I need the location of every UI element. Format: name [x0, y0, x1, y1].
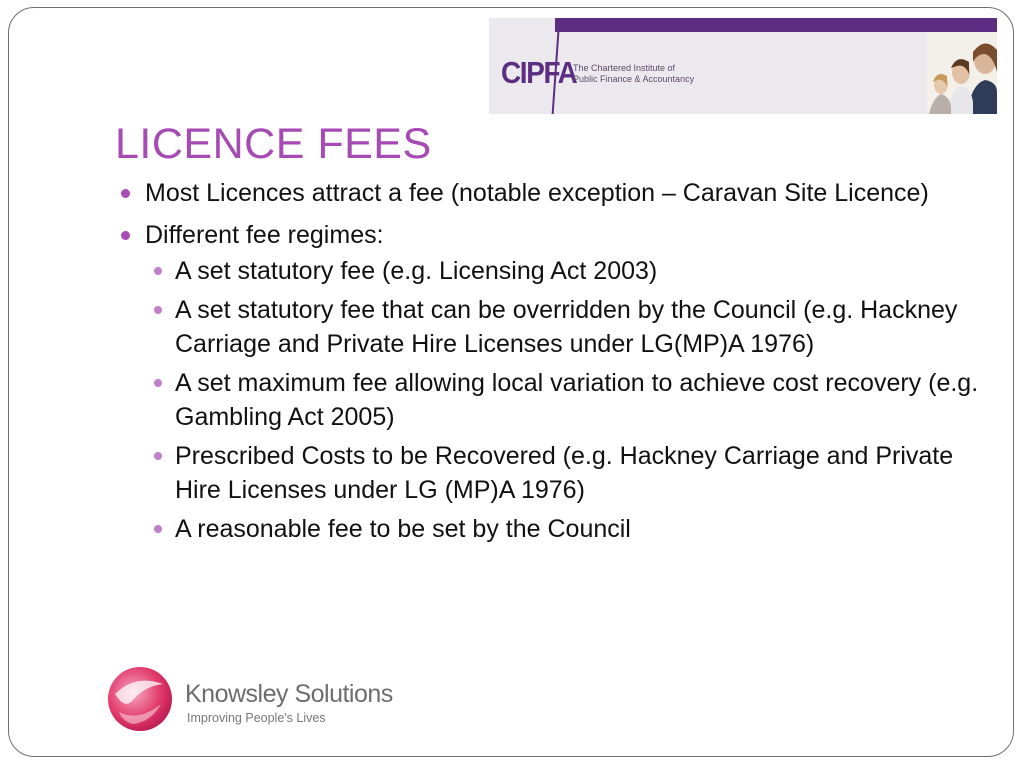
knowsley-logo [105, 660, 425, 746]
bullet-list [109, 176, 979, 554]
bullet-dot-icon [121, 189, 130, 198]
sub-bullet-dot-icon [154, 452, 162, 460]
sub-bullet-list [145, 254, 979, 546]
sub-bullet-item [144, 439, 979, 507]
knowsley-tagline: Improving People's Lives [187, 711, 326, 725]
sub-bullet-item [144, 366, 979, 434]
bullet-text: Different fee regimes: [145, 221, 384, 249]
cipfa-tagline-line-2: Public Finance & Accountancy [573, 74, 695, 84]
sub-bullet-text: A set maximum fee allowing local variation to achieve cost recovery (e.g. Gambling Act 2005) [175, 369, 979, 431]
cipfa-header-banner [489, 18, 997, 114]
cipfa-top-bar [555, 18, 997, 32]
sub-bullet-item [144, 293, 979, 361]
sub-bullet-item [144, 254, 979, 288]
bullet-item [109, 176, 979, 210]
sub-bullet-text: A set statutory fee (e.g. Licensing Act 2003) [175, 257, 658, 285]
cipfa-tagline-line-1: The Chartered Institute of [573, 63, 676, 73]
knowsley-brand-name: Knowsley Solutions [185, 680, 393, 708]
sub-bullet-text: Prescribed Costs to be Recovered (e.g. Hackney Carriage and Private Hire Licenses under LG (MP)A 1976) [175, 442, 954, 504]
sub-bullet-item [144, 512, 979, 546]
bullet-text: Most Licences attract a fee (notable exception – Caravan Site Licence) [145, 179, 929, 207]
knowsley-swirl-icon [105, 664, 175, 734]
sub-bullet-text: A reasonable fee to be set by the Council [175, 515, 631, 543]
sub-bullet-dot-icon [154, 525, 162, 533]
bullet-dot-icon [121, 231, 130, 240]
slide-frame [8, 7, 1014, 757]
slide-title: LICENCE FEES [115, 120, 432, 168]
sub-bullet-dot-icon [154, 306, 162, 314]
cipfa-logo: CIPFA [501, 55, 577, 90]
sub-bullet-dot-icon [154, 267, 162, 275]
cipfa-tagline [573, 63, 723, 85]
people-photo-icon [927, 32, 997, 114]
sub-bullet-dot-icon [154, 379, 162, 387]
bullet-item [109, 218, 979, 546]
sub-bullet-text: A set statutory fee that can be overridden by the Council (e.g. Hackney Carriage and Private Hire Licenses under LG(MP)A 1976) [175, 296, 958, 358]
